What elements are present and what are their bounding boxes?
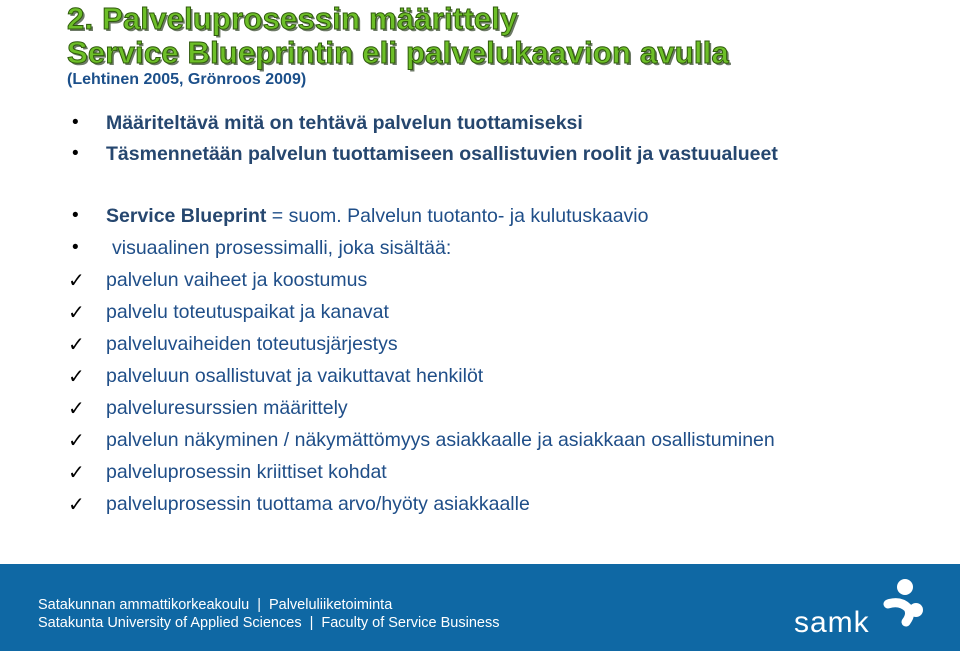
checkmark-icon: ✓ [68,460,85,484]
bullet-marker: • [72,112,79,133]
checkmark-icon: ✓ [68,268,85,292]
footer-faculty-en: Faculty of Service Business [321,615,500,631]
checkmark-icon: ✓ [68,332,85,356]
checklist-text: palveluun osallistuvat ja vaikuttavat henkilöt [106,365,484,387]
samk-logo-text: samk [794,606,870,639]
samk-logo [792,578,932,648]
checkmark-icon: ✓ [68,364,85,388]
checklist-text: palveluvaiheiden toteutusjärjestys [106,333,398,355]
bullet-text: Täsmennetään palvelun tuottamiseen osallistuvien roolit ja vastuualueet [106,143,778,165]
footer-line-finnish [38,597,392,613]
bullet-marker: • [72,205,79,226]
bullet-item-visual [0,233,960,263]
subtitle-citation: (Lehtinen 2005, Grönroos 2009) [67,71,307,88]
bullet-item [0,139,960,169]
checklist-text: palvelun vaiheet ja koostumus [106,269,368,291]
checklist-text: palveluprosessin tuottama arvo/hyöty asiakkaalle [106,493,530,515]
blueprint-term: Service Blueprint [106,205,267,227]
checklist-item [0,393,960,423]
bullet-marker: • [72,143,79,164]
checkmark-icon: ✓ [68,300,85,324]
checklist-text: palveluprosessin kriittiset kohdat [106,461,387,483]
bullet-text: Määriteltävä mitä on tehtävä palvelun tuottamiseksi [106,112,583,134]
footer-school-en: Satakunta University of Applied Sciences [38,615,302,631]
checklist-item [0,297,960,327]
footer-separator: | [309,615,314,631]
bullet-item [0,108,960,138]
page-title-line-2: Service Blueprintin eli palvelukaavion avulla [67,35,729,70]
bullet-text: visuaalinen prosessimalli, joka sisältää: [112,237,452,259]
bullet-marker: • [72,237,79,258]
title-block [67,2,947,90]
checklist-item [0,457,960,487]
footer-school-fi: Satakunnan ammattikorkeakoulu [38,597,250,613]
checkmark-icon: ✓ [68,428,85,452]
checkmark-icon: ✓ [68,492,85,516]
footer-separator: | [257,597,261,613]
footer-faculty-fi: Palveluliiketoiminta [268,597,393,613]
checkmark-icon: ✓ [68,396,85,420]
checklist-item [0,265,960,295]
blueprint-definition: = suom. Palvelun tuotanto- ja kulutuskaavio [266,205,649,227]
checklist-text: palvelu toteutuspaikat ja kanavat [106,301,389,323]
bullet-text [106,201,649,231]
checklist-item [0,329,960,359]
checklist-text: palveluresurssien määrittely [106,397,348,419]
footer-bar [0,564,960,651]
bullet-item-blueprint [0,201,960,231]
checklist-item [0,425,960,455]
checklist-text: palvelun näkyminen / näkymättömyys asiakkaalle ja asiakkaan osallistuminen [106,429,775,451]
checklist-item [0,361,960,391]
footer-line-english [38,615,499,631]
samk-logo-mark-icon [792,578,932,648]
page-title-line-1: 2. Palveluprosessin määrittely [67,1,518,36]
checklist-item [0,489,960,519]
